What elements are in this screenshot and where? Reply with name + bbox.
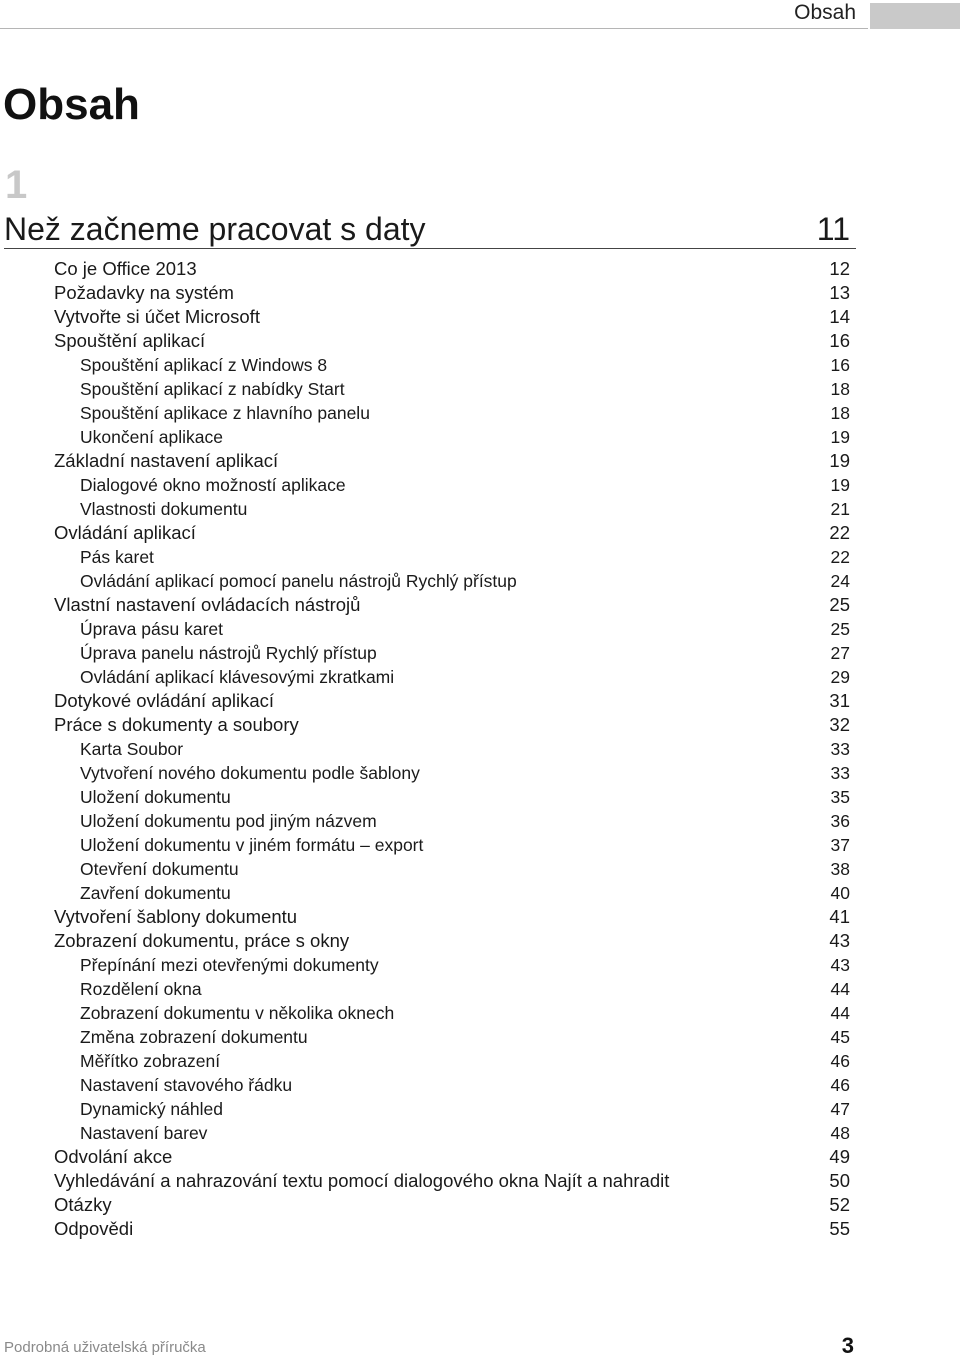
toc-entry[interactable]: [54, 689, 850, 713]
toc-entry-title: Dotykové ovládání aplikací: [54, 690, 275, 711]
toc-subentry[interactable]: [54, 953, 850, 977]
toc-entry-title: Pás karet: [80, 547, 154, 567]
toc-entry-title: Vytvoření šablony dokumentu: [54, 906, 298, 927]
toc-subentry[interactable]: [54, 1073, 850, 1097]
toc-entry-title: Rozdělení okna: [80, 979, 202, 999]
toc-entry[interactable]: [54, 329, 850, 353]
toc-entry-page: 45: [830, 1027, 850, 1047]
toc-entry-page: 40: [830, 883, 850, 903]
toc-entry-title: Ovládání aplikací: [54, 522, 196, 543]
footer-page-number: 3: [841, 1333, 854, 1358]
toc-entry[interactable]: [54, 257, 850, 281]
chapter-title: Než začneme pracovat s daty: [4, 211, 426, 247]
toc-entry[interactable]: [54, 1193, 850, 1217]
toc-entry-title: Dynamický náhled: [80, 1099, 223, 1119]
toc-entry-title: Ovládání aplikací pomocí panelu nástrojů Rychlý přístup: [80, 571, 517, 591]
toc-entry-title: Odpovědi: [54, 1218, 134, 1239]
toc-entry-page: 44: [830, 1003, 850, 1023]
toc-entry-title: Požadavky na systém: [54, 282, 234, 303]
toc-entry-page: 25: [829, 594, 850, 615]
toc-entry-page: 46: [830, 1051, 850, 1071]
toc-entry-page: 19: [830, 475, 850, 495]
toc-entry[interactable]: [54, 521, 850, 545]
toc-entry[interactable]: [54, 305, 850, 329]
toc-entry-page: 21: [830, 499, 850, 519]
toc-entry-title: Karta Soubor: [80, 739, 184, 759]
toc-entry-title: Dialogové okno možností aplikace: [80, 475, 346, 495]
toc-entry-title: Vytvoření nového dokumentu podle šablony: [80, 763, 420, 783]
toc-subentry[interactable]: [54, 473, 850, 497]
toc-subentry[interactable]: [54, 857, 850, 881]
toc-entry-page: 12: [829, 258, 850, 279]
header-section-label: Obsah: [794, 1, 856, 24]
toc-entry-page: 38: [830, 859, 850, 879]
toc-subentry[interactable]: [54, 833, 850, 857]
toc-subentry[interactable]: [54, 617, 850, 641]
toc-subentry[interactable]: [54, 425, 850, 449]
toc-entry[interactable]: [54, 281, 850, 305]
toc-entry[interactable]: [54, 1217, 850, 1241]
toc-entry-page: 16: [829, 330, 850, 351]
toc-entry-page: 35: [830, 787, 850, 807]
chapter-number: 1: [5, 163, 28, 207]
toc-subentry[interactable]: [54, 497, 850, 521]
toc-subentry[interactable]: [54, 377, 850, 401]
toc-entry-title: Vyhledávání a nahrazování textu pomocí dialogového okna Najít a nahradit: [54, 1170, 670, 1191]
toc-subentry[interactable]: [54, 785, 850, 809]
footer-book-title: Podrobná uživatelská příručka: [4, 1339, 206, 1356]
toc-entry-page: 44: [830, 979, 850, 999]
toc-entry-page: 18: [830, 403, 850, 423]
toc-entry-title: Zobrazení dokumentu v několika oknech: [80, 1003, 395, 1023]
toc-entry-page: 47: [830, 1099, 850, 1119]
toc-subentry[interactable]: [54, 401, 850, 425]
toc-subentry[interactable]: [54, 1049, 850, 1073]
page-title: Obsah: [3, 80, 140, 129]
toc-subentry[interactable]: [54, 1097, 850, 1121]
chapter-page-number: 11: [816, 211, 850, 247]
toc-entry-title: Změna zobrazení dokumentu: [80, 1027, 308, 1047]
toc-entry-page: 41: [829, 906, 850, 927]
toc-entry-page: 22: [829, 522, 850, 543]
toc-entry-title: Odvolání akce: [54, 1146, 173, 1167]
toc-entry-title: Zobrazení dokumentu, práce s okny: [54, 930, 350, 951]
toc-entry-page: 19: [829, 450, 850, 471]
toc-entry-page: 49: [829, 1146, 850, 1167]
toc-entry-page: 14: [829, 306, 850, 327]
toc-entry-title: Spouštění aplikací: [54, 330, 206, 351]
toc-entry-page: 27: [830, 643, 850, 663]
chapter-heading: [4, 208, 856, 249]
toc-entry-title: Základní nastavení aplikací: [54, 450, 279, 471]
toc-entry-page: 33: [830, 763, 850, 783]
toc-subentry[interactable]: [54, 665, 850, 689]
table-of-contents: [54, 257, 850, 1241]
toc-entry-page: 25: [830, 619, 850, 639]
toc-entry[interactable]: [54, 929, 850, 953]
toc-entry-title: Otázky: [54, 1194, 112, 1215]
header-rule: [0, 28, 868, 29]
toc-subentry[interactable]: [54, 353, 850, 377]
toc-entry[interactable]: [54, 593, 850, 617]
toc-entry-title: Zavření dokumentu: [80, 883, 231, 903]
toc-entry-title: Přepínání mezi otevřenými dokumenty: [80, 955, 379, 975]
toc-entry-title: Uložení dokumentu v jiném formátu – export: [80, 835, 424, 855]
toc-entry-title: Vlastnosti dokumentu: [80, 499, 248, 519]
toc-subentry[interactable]: [54, 761, 850, 785]
toc-entry[interactable]: [54, 1169, 850, 1193]
toc-entry-title: Práce s dokumenty a soubory: [54, 714, 299, 735]
toc-subentry[interactable]: [54, 1025, 850, 1049]
toc-entry-title: Nastavení stavového řádku: [80, 1075, 293, 1095]
toc-entry-page: 37: [830, 835, 850, 855]
toc-entry-page: 52: [829, 1194, 850, 1215]
toc-entry-title: Spouštění aplikace z hlavního panelu: [80, 403, 370, 423]
toc-entry-page: 43: [830, 955, 850, 975]
toc-entry-title: Úprava panelu nástrojů Rychlý přístup: [80, 643, 377, 663]
toc-entry-page: 48: [830, 1123, 850, 1143]
toc-entry-title: Vytvořte si účet Microsoft: [54, 306, 260, 327]
toc-subentry[interactable]: [54, 809, 850, 833]
toc-entry-page: 22: [830, 547, 850, 567]
toc-subentry[interactable]: [54, 737, 850, 761]
toc-entry-title: Nastavení barev: [80, 1123, 208, 1143]
toc-subentry[interactable]: [54, 569, 850, 593]
toc-entry-title: Vlastní nastavení ovládacích nástrojů: [54, 594, 361, 615]
toc-subentry[interactable]: [54, 881, 850, 905]
toc-subentry[interactable]: [54, 1001, 850, 1025]
toc-entry-title: Ovládání aplikací klávesovými zkratkami: [80, 667, 395, 687]
toc-entry-title: Co je Office 2013: [54, 258, 197, 279]
toc-entry-page: 43: [829, 930, 850, 951]
toc-entry-page: 29: [830, 667, 850, 687]
header-tab-marker: [870, 3, 960, 29]
toc-entry-title: Měřítko zobrazení: [80, 1051, 221, 1071]
toc-entry-title: Uložení dokumentu: [80, 787, 231, 807]
toc-entry-page: 19: [830, 427, 850, 447]
toc-subentry[interactable]: [54, 545, 850, 569]
toc-subentry[interactable]: [54, 641, 850, 665]
toc-entry-title: Ukončení aplikace: [80, 427, 223, 447]
toc-entry-page: 50: [829, 1170, 850, 1191]
toc-entry-page: 13: [829, 282, 850, 303]
toc-entry-page: 24: [830, 571, 850, 591]
toc-entry-page: 31: [829, 690, 850, 711]
toc-subentry[interactable]: [54, 1121, 850, 1145]
toc-entry-title: Spouštění aplikací z Windows 8: [80, 355, 328, 375]
toc-entry-page: 32: [829, 714, 850, 735]
toc-entry-title: Úprava pásu karet: [80, 619, 223, 639]
toc-entry-page: 36: [830, 811, 850, 831]
toc-entry[interactable]: [54, 905, 850, 929]
toc-entry-page: 46: [830, 1075, 850, 1095]
toc-subentry[interactable]: [54, 977, 850, 1001]
toc-entry-title: Otevření dokumentu: [80, 859, 239, 879]
toc-entry-title: Uložení dokumentu pod jiným názvem: [80, 811, 377, 831]
toc-entry-page: 18: [830, 379, 850, 399]
toc-entry[interactable]: [54, 713, 850, 737]
toc-entry-page: 33: [830, 739, 850, 759]
toc-entry-page: 55: [829, 1218, 850, 1239]
toc-entry-title: Spouštění aplikací z nabídky Start: [80, 379, 345, 399]
toc-entry[interactable]: [54, 1145, 850, 1169]
toc-entry[interactable]: [54, 449, 850, 473]
toc-entry-page: 16: [830, 355, 850, 375]
